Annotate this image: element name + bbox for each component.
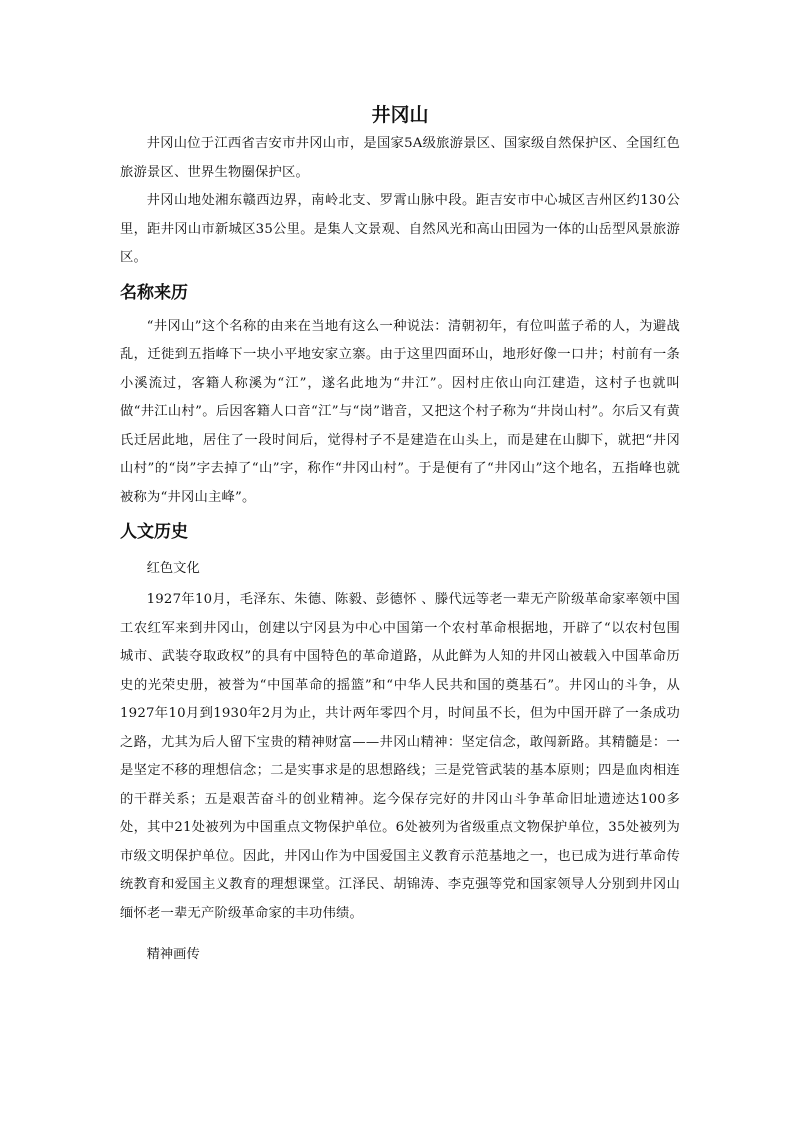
subheading-spirit-pictorial: 精神画传 bbox=[146, 947, 200, 962]
intro-paragraph-2: 井冈山地处湘东赣西边界，南岭北支、罗霄山脉中段。距吉安市中心城区吉州区约130公里，距井冈山市新城区35公里。是集人文景观、自然风光和高山田园为一体的山岳型风景旅游区。 bbox=[120, 193, 680, 265]
section-heading-name-origin: 名称来历 bbox=[120, 282, 188, 303]
subheading-red-culture: 红色文化 bbox=[146, 561, 200, 576]
intro-paragraph-1: 井冈山位于江西省吉安市井冈山市，是国家5A级旅游景区、国家级自然保护区、全国红色旅游景区、世界生物圈保护区。 bbox=[120, 136, 680, 180]
section-heading-history: 人文历史 bbox=[120, 522, 188, 542]
document-title: 井冈山 bbox=[371, 104, 429, 126]
name-origin-paragraph: “井冈山”这个名称的由来在当地有这么一种说法：清朝初年，有位叫蓝子希的人，为避战乱，迁徙到五指峰下一块小平地安家立寨。由于这里四面环山，地形好像一口井；村前有一条小溪流过，客籍人称溪为“江”，遂名此地为“井江”。因村庄依山向江建造，这村子也就叫做“井江山村”。后因客籍人口音“江”与“岗”谐音，又把这个村子称为“井岗山村”。尔后又有黄氏迁居此地，居住了一段时间后，觉得村子不是建造在山头上，而是建在山脚下，就把“井冈山村”的“岗”字去掉了“山”字，称作“井冈山村”。于是便有了“井冈山”这个地名，五指峰也就被称为“井冈山主峰”。 bbox=[120, 318, 680, 505]
document-body bbox=[120, 100, 680, 972]
red-culture-paragraph: 1927年10月，毛泽东、朱德、陈毅、彭德怀 、滕代远等老一辈无产阶级革命家率领中国工农红军来到井冈山，创建以宁冈县为中心中国第一个农村革命根据地，开辟了“以农村包围城市、武装夺取政权”的具有中国特色的革命道路，从此鲜为人知的井冈山被载入中国革命历史的光荣史册，被誉为“中国革命的摇篮”和“中华人民共和国的奠基石”。井冈山的斗争，从1927年10月到1930年2月为止，共计两年零四个月，时间虽不长，但为中国开辟了一条成功之路，尤其为后人留下宝贵的精神财富——井冈山精神：坚定信念，敢闯新路。其精髓是：一是坚定不移的理想信念；二是实事求是的思想路线；三是党管武装的基本原则；四是血肉相连的干群关系；五是艰苦奋斗的创业精神。迄今保存完好的井冈山斗争革命旧址遗迹达100多处，其中21处被列为中国重点文物保护单位。6处被列为省级重点文物保护单位，35处被列为市级文明保护单位。因此，井冈山作为中国爱国主义教育示范基地之一，也已成为进行革命传统教育和爱国主义教育的理想课堂。江泽民、胡锦涛、李克强等党和国家领导人分别到井冈山缅怀老一辈无产阶级革命家的丰功伟绩。 bbox=[120, 592, 680, 921]
